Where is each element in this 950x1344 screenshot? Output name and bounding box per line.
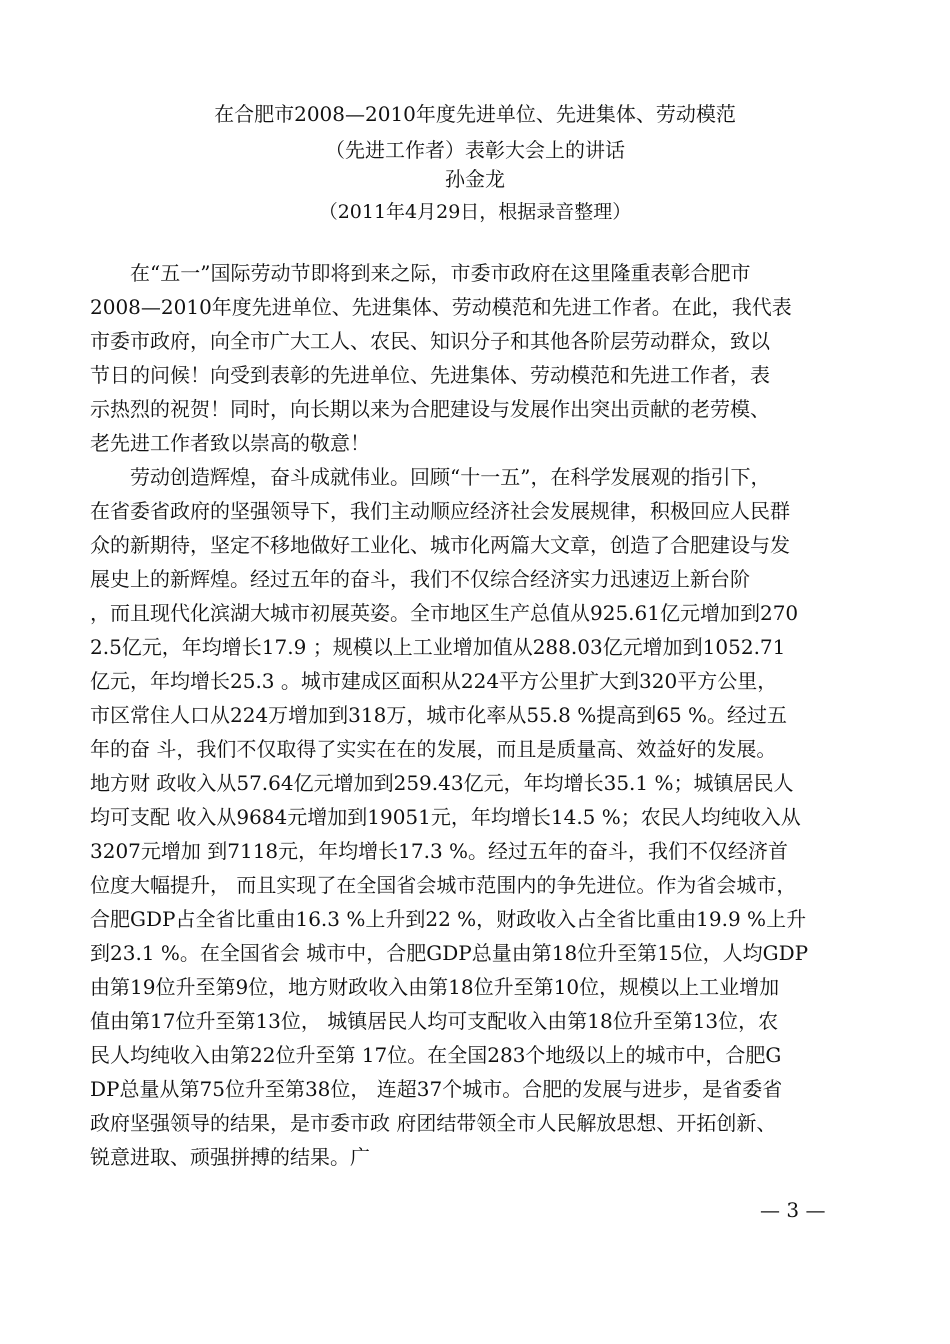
body-line: 民人均纯收入由第22位升至第 17位。在全国283个地级以上的城市中，合肥G — [90, 1043, 782, 1067]
body-line: 劳动创造辉煌，奋斗成就伟业。回顾“十一五”，在科学发展观的指引下， — [90, 465, 771, 489]
body-line: 值由第17位升至第13位， 城镇居民人均可支配收入由第18位升至第13位，农 — [90, 1009, 779, 1033]
document-header — [0, 96, 950, 230]
body-line: 由第19位升至第9位，地方财政收入由第18位升至第10位，规模以上工业增加 — [90, 975, 780, 999]
speech-dateline: （2011年4月29日，根据录音整理） — [318, 201, 632, 223]
speech-body — [90, 256, 870, 1174]
body-line: 展史上的新辉煌。经过五年的奋斗，我们不仅综合经济实力迅速迈上新台阶 — [90, 567, 750, 591]
body-line: 锐意进取、顽强拼搏的结果。广 — [90, 1145, 370, 1169]
body-line: 年的奋 斗，我们不仅取得了实实在在的发展，而且是质量高、效益好的发展。 — [90, 737, 777, 761]
body-line: 政府坚强领导的结果，是市委市政 府团结带领全市人民解放思想、开拓创新、 — [90, 1111, 777, 1135]
body-line: 示热烈的祝贺！同时，向长期以来为合肥建设与发展作出突出贡献的老劳模、 — [90, 397, 770, 421]
body-line: 到23.1 %。在全国省会 城市中，合肥GDP总量由第18位升至第15位，人均GDP — [90, 941, 809, 965]
body-line: 3207元增加 到7118元，年均增长17.3 %。经过五年的奋斗，我们不仅经济首 — [90, 839, 789, 863]
body-line: 节日的问候！向受到表彰的先进单位、先进集体、劳动模范和先进工作者，表 — [90, 363, 770, 387]
body-line: 老先进工作者致以崇高的敬意！ — [90, 431, 370, 455]
body-line: ，而且现代化滨湖大城市初展英姿。全市地区生产总值从925.61亿元增加到270 — [90, 601, 799, 625]
author-name: 孙金龙 — [445, 167, 505, 191]
document-title-line-2: （先进工作者）表彰大会上的讲话 — [325, 138, 625, 162]
body-line: 位度大幅提升， 而且实现了在全国省会城市范围内的争先进位。作为省会城市， — [90, 873, 797, 897]
body-line: 市委市政府，向全市广大工人、农民、知识分子和其他各阶层劳动群众，致以 — [90, 329, 770, 353]
document-title-line-1: 在合肥市2008—2010年度先进单位、先进集体、劳动模范 — [214, 102, 736, 126]
body-line: 均可支配 收入从9684元增加到19051元，年均增长14.5 %；农民人均纯收入从 — [90, 805, 801, 829]
body-line: DP总量从第75位升至第38位， 连超37个城市。合肥的发展与进步，是省委省 — [90, 1077, 783, 1101]
page-number: — 3 — — [760, 1198, 826, 1222]
body-line: 地方财 政收入从57.64亿元增加到259.43亿元，年均增长35.1 %；城镇居民人 — [90, 771, 794, 795]
body-line: 市区常住人口从224万增加到318万，城市化率从55.8 %提高到65 %。经过五 — [90, 703, 788, 727]
body-line: 合肥GDP占全省比重由16.3 %上升到22 %，财政收入占全省比重由19.9 %上升 — [90, 907, 807, 931]
body-line: 在省委省政府的坚强领导下，我们主动顺应经济社会发展规律，积极回应人民群 — [90, 499, 790, 523]
body-line: 在“五一”国际劳动节即将到来之际，市委市政府在这里隆重表彰合肥市 — [90, 261, 751, 285]
body-line: 亿元，年均增长25.3 。城市建成区面积从224平方公里扩大到320平方公里， — [90, 669, 778, 693]
body-line: 2.5亿元，年均增长17.9 ；规模以上工业增加值从288.03亿元增加到1052.71 — [90, 635, 786, 659]
body-line: 2008—2010年度先进单位、先进集体、劳动模范和先进工作者。在此，我代表 — [90, 295, 792, 319]
body-line: 众的新期待，坚定不移地做好工业化、城市化两篇大文章，创造了合肥建设与发 — [90, 533, 790, 557]
